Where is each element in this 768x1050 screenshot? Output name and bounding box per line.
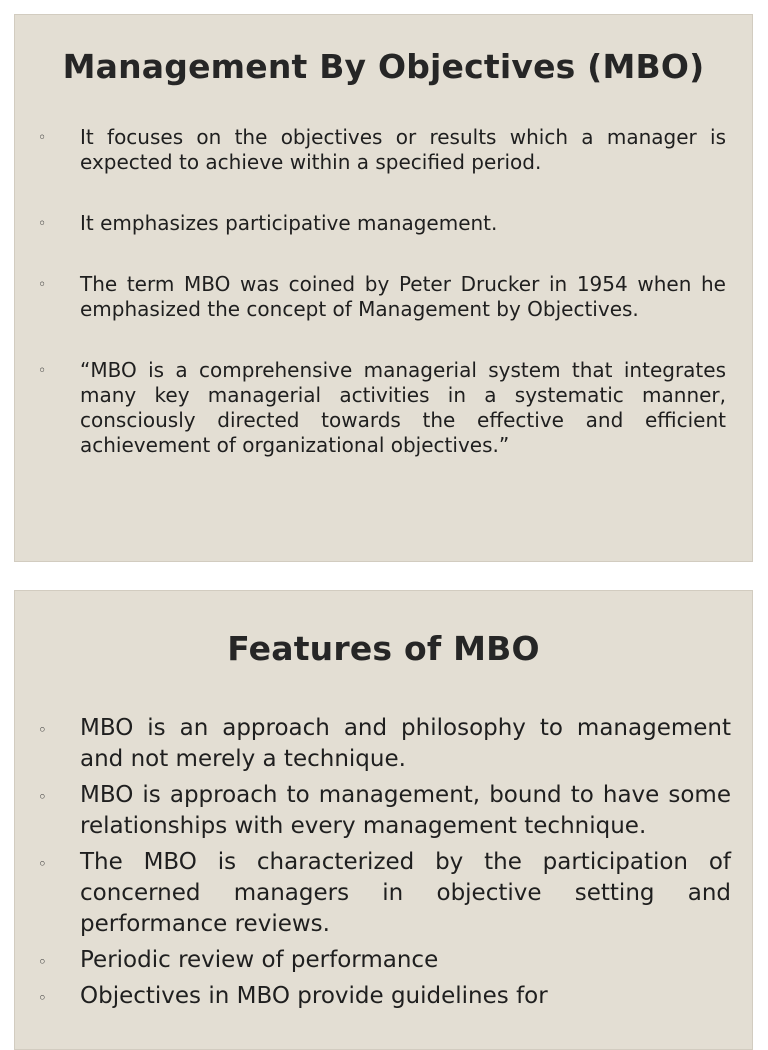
list-item (38, 847, 731, 940)
list-item-text: MBO is approach to management, bound to have some relationships with every management technique. (80, 782, 731, 839)
bullet-icon: ◦ (38, 363, 47, 379)
list-item-text: MBO is an approach and philosophy to management and not merely a technique. (80, 715, 731, 772)
list-item-text: The term MBO was coined by Peter Drucker in 1954 when he emphasized the concept of Management by Objectives. (80, 272, 726, 321)
list-item (38, 713, 731, 775)
list-item (38, 358, 726, 458)
list-item-text: “MBO is a comprehensive managerial system that integrates many key managerial activities in a systematic manner, consciously directed towards the effective and efficient achievement of organizational objectives.” (80, 358, 726, 457)
list-item-text: The MBO is characterized by the participation of concerned managers in objective setting and performance reviews. (80, 849, 731, 937)
list-item (38, 272, 726, 322)
list-item (38, 125, 726, 175)
slide-title: Features of MBO (227, 629, 540, 668)
bullet-list (38, 713, 731, 1012)
bullet-icon: ◦ (38, 721, 47, 739)
list-item-text: It focuses on the objectives or results which a manager is expected to achieve within a specified period. (80, 125, 726, 174)
bullet-icon: ◦ (38, 130, 47, 146)
bullet-icon: ◦ (38, 989, 47, 1007)
list-item (38, 211, 726, 236)
slide-title: Management By Objectives (MBO) (62, 47, 705, 86)
bullet-icon: ◦ (38, 277, 47, 293)
list-item (38, 780, 731, 842)
bullet-icon: ◦ (38, 788, 47, 806)
slide-mbo-definition (14, 14, 753, 562)
bullet-icon: ◦ (38, 855, 47, 873)
list-item (38, 945, 731, 976)
list-item-text: Periodic review of performance (80, 947, 439, 973)
bullet-list (38, 125, 726, 458)
list-item-text: It emphasizes participative management. (80, 211, 498, 235)
bullet-icon: ◦ (38, 953, 47, 971)
list-item (38, 981, 731, 1012)
bullet-icon: ◦ (38, 216, 47, 232)
slide-mbo-features (14, 590, 753, 1050)
list-item-text: Objectives in MBO provide guidelines for (80, 983, 548, 1009)
